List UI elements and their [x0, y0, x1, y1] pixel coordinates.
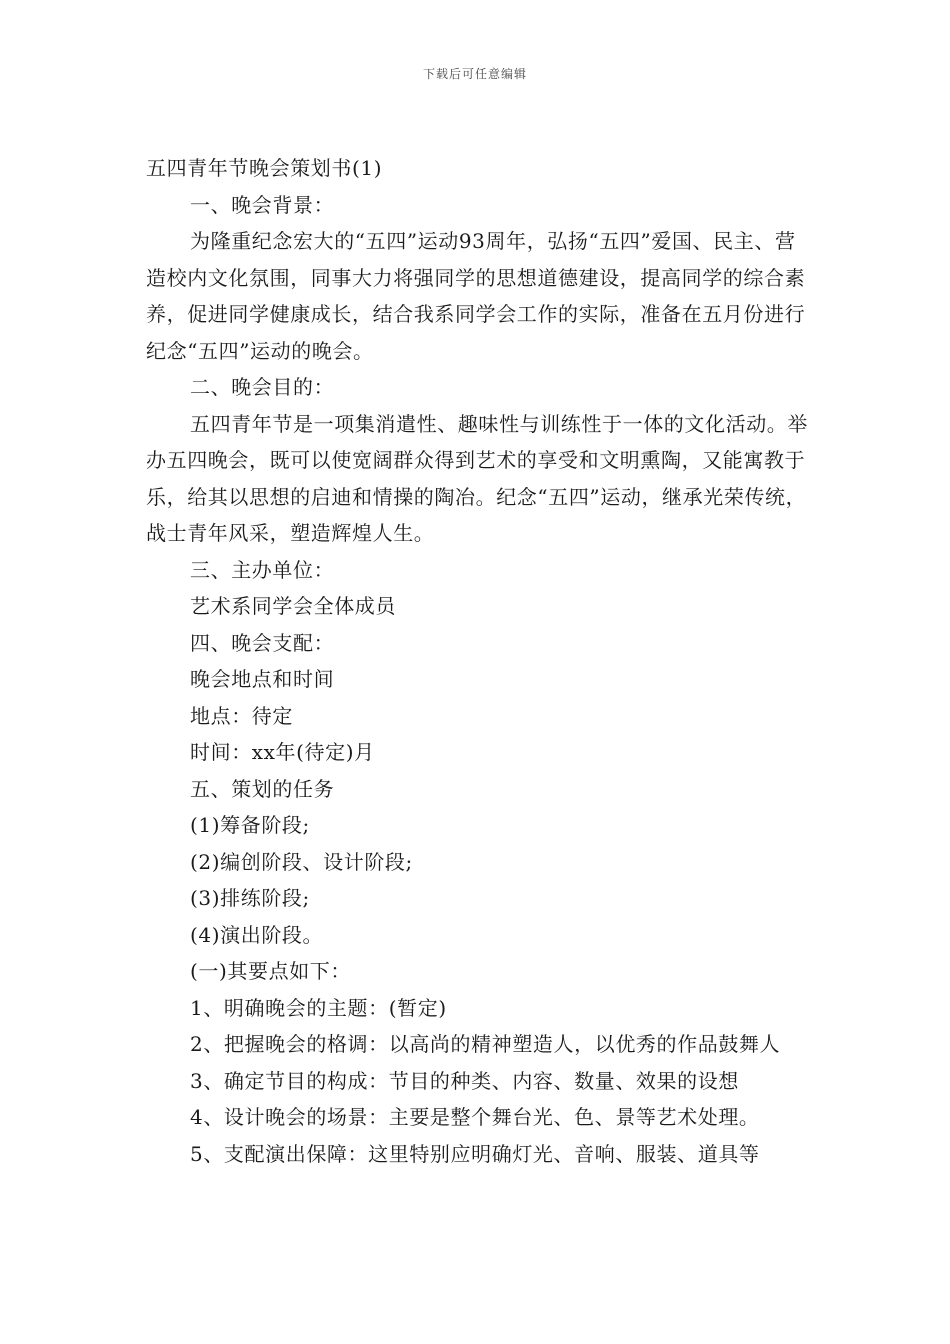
list-item: (2)编创阶段、设计阶段; — [190, 849, 413, 874]
list-item: 2、把握晚会的格调：以高尚的精神塑造人，以优秀的作品鼓舞人 — [190, 1032, 781, 1056]
paragraph-time: 时间：xx年(待定)月 — [190, 740, 375, 764]
paragraph-organizer: 艺术系同学会全体成员 — [190, 594, 396, 618]
section-heading-purpose: 二、晚会目的： — [190, 375, 335, 399]
paragraph-background: 为隆重纪念宏大的“五四”运动93周年，弘扬“五四”爱国、民主、营造校内文化氛围，同事大力将强同学的思想道德建设，提高同学的综合素养，促进同学健康成长，结合我系同学会工作的实际，准备在五月份进行纪念“五四”运动的晚会。 — [146, 229, 806, 363]
section-heading-background: 一、晚会背景： — [190, 192, 335, 217]
list-item: (1)筹备阶段; — [190, 813, 310, 837]
section-heading-organizer: 三、主办单位： — [190, 557, 335, 582]
page-header: 下载后可任意编辑 — [422, 67, 527, 81]
section-heading-arrangement: 四、晚会支配： — [190, 630, 335, 655]
list-item: 1、明确晚会的主题：(暂定) — [190, 995, 447, 1020]
document-body — [146, 150, 811, 1172]
list-item: (4)演出阶段。 — [190, 922, 324, 947]
section-heading-tasks: 五、策划的任务 — [190, 776, 335, 801]
list-item: 3、确定节目的构成：节目的种类、内容、数量、效果的设想 — [190, 1068, 739, 1093]
paragraph-purpose: 五四青年节是一项集消遣性、趣味性与训练性于一体的文化活动。举办五四晚会，既可以使宽阔群众得到艺术的享受和文明熏陶，又能寓教于乐，给其以思想的启迪和情操的陶冶。纪念“五四”运动，继承光荣传统，战士青年风采，塑造辉煌人生。 — [146, 411, 808, 545]
subsection-heading: (一)其要点如下： — [190, 959, 352, 983]
list-item: (3)排练阶段; — [190, 886, 310, 910]
list-item: 4、设计晚会的场景：主要是整个舞台光、色、景等艺术处理。 — [190, 1105, 760, 1129]
paragraph-venue-time: 晚会地点和时间 — [190, 667, 335, 691]
document-title: 五四青年节晚会策划书(1) — [146, 156, 383, 180]
list-item: 5、支配演出保障：这里特别应明确灯光、音响、服装、道具等 — [190, 1141, 760, 1166]
paragraph-venue: 地点：待定 — [190, 703, 293, 728]
